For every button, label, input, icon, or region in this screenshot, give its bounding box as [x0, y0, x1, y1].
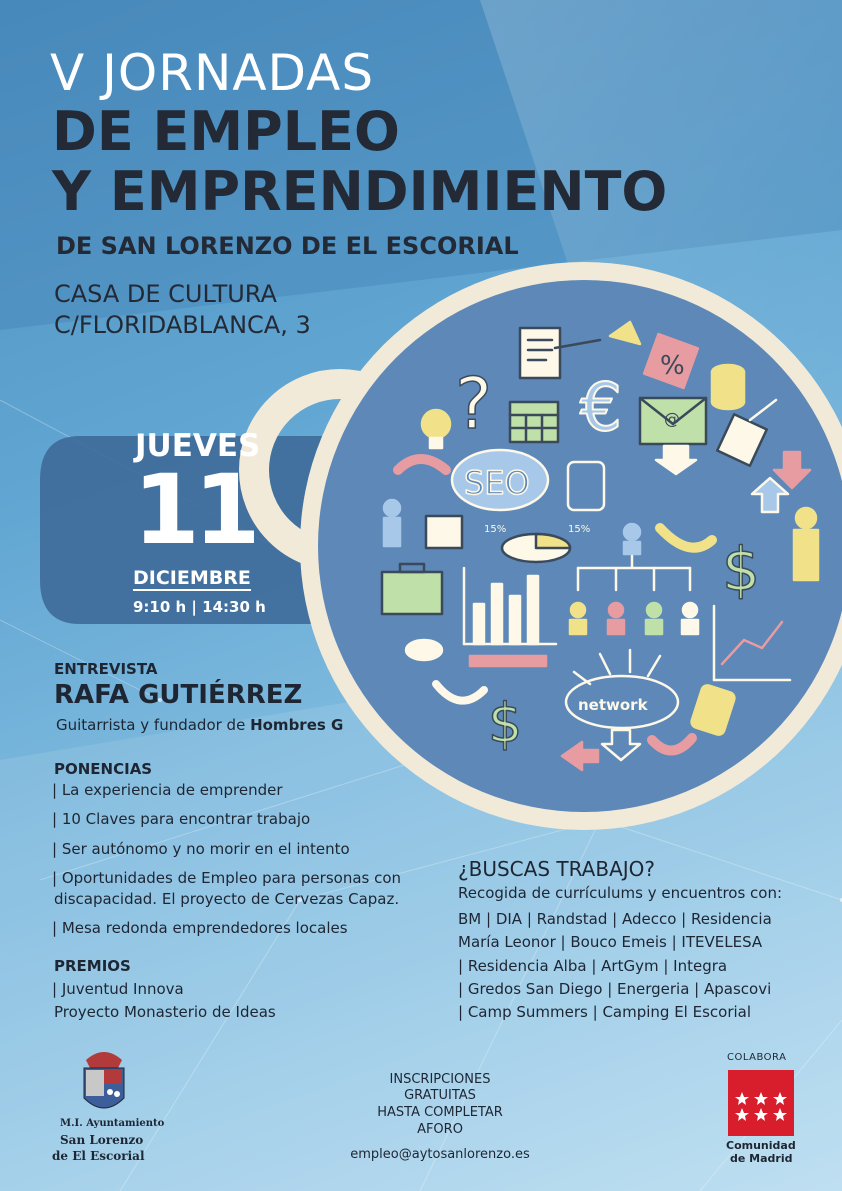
talk-item: | 10 Claves para encontrar trabajo [52, 810, 311, 828]
pencil-icon [470, 656, 546, 666]
coat-of-arms-logo [84, 1052, 124, 1108]
jobs-companies-line: María Leonor | Bouco Emeis | ITEVELESA [458, 933, 763, 951]
awards-label: PREMIOS [54, 957, 131, 975]
talks-label: PONENCIAS [54, 760, 153, 778]
jobs-companies-line: BM | DIA | Randstad | Adecco | Residencia [458, 910, 772, 928]
person-icon [384, 500, 400, 546]
date-month: DICIEMBRE [133, 567, 251, 589]
award-item: Proyecto Monasterio de Ideas [54, 1003, 276, 1021]
talk-item: | Ser autónomo y no morir en el intento [52, 840, 350, 858]
title-location: DE SAN LORENZO DE EL ESCORIAL [56, 232, 519, 260]
title-edition: V JORNADAS [50, 44, 375, 102]
briefcase-icon [382, 564, 442, 614]
jobs-subtitle: Recogida de currículums y encuentros con: [458, 884, 783, 902]
comunidad-madrid-flag-logo [728, 1070, 794, 1136]
seo-cloud-icon [452, 450, 548, 510]
talk-item-continued: discapacidad. El proyecto de Cervezas Capaz. [54, 890, 400, 908]
sponsor-name-line2: de Madrid [730, 1152, 793, 1165]
talk-item: | Mesa redonda emprendedores locales [52, 919, 348, 937]
euro-icon: € [580, 369, 622, 446]
interview-desc-band: Hombres G [250, 716, 344, 734]
town-council-line1: M.I. Ayuntamiento [60, 1118, 165, 1129]
town-council-line2: San Lorenzo [60, 1133, 144, 1147]
venue-address: C/FLORIDABLANCA, 3 [54, 311, 311, 339]
interview-desc-prefix: Guitarrista y fundador de [56, 716, 251, 734]
jobs-companies-line: | Camp Summers | Camping El Escorial [458, 1003, 752, 1021]
date-day: 11 [133, 454, 255, 566]
phone-icon [568, 462, 604, 510]
title-line-employment: DE EMPLEO [52, 100, 400, 163]
award-item: | Juventud Innova [52, 980, 184, 998]
svg-text:15%: 15% [484, 524, 507, 535]
date-weekday: JUEVES [135, 428, 261, 464]
dollar-bottom-icon: $ [488, 692, 523, 755]
interview-name: RAFA GUTIÉRREZ [54, 680, 303, 710]
interview-label: ENTREVISTA [54, 660, 158, 678]
venue-name: CASA DE CULTURA [54, 280, 277, 308]
interview-description [56, 716, 343, 734]
svg-text:15%: 15% [568, 524, 591, 535]
contact-email[interactable]: empleo@aytosanlorenzo.es [350, 1147, 530, 1162]
jobs-title: ¿BUSCAS TRABAJO? [458, 857, 656, 881]
talk-item: | Oportunidades de Empleo para personas con [52, 869, 402, 887]
town-council-line3: de El Escorial [52, 1149, 145, 1163]
svg-text:SEO: SEO [464, 464, 530, 502]
svg-text:@: @ [664, 409, 680, 428]
mail-icon [426, 516, 462, 548]
registration-line: INSCRIPCIONES [389, 1072, 491, 1087]
businessman-icon [794, 508, 818, 580]
jobs-companies-line: | Gredos San Diego | Energeria | Apascovi [458, 980, 772, 998]
dollar-icon: $ [722, 535, 761, 605]
email-icon [640, 398, 706, 444]
registration-line: HASTA COMPLETAR [377, 1105, 503, 1120]
talk-item: | La experiencia de emprender [52, 781, 283, 799]
calendar-icon [510, 402, 558, 442]
sponsor-name-line1: Comunidad [726, 1139, 796, 1152]
svg-text:network: network [578, 696, 648, 714]
svg-text:%: % [660, 351, 685, 381]
registration-line: AFORO [417, 1122, 463, 1137]
speech-bubble-icon [406, 640, 442, 660]
registration-line: GRATUITAS [404, 1088, 476, 1103]
jobs-companies-line: | Residencia Alba | ArtGym | Integra [458, 957, 728, 975]
date-time: 9:10 h | 14:30 h [133, 598, 266, 616]
coins-icon [712, 365, 744, 409]
title-line-entrepreneurship: Y EMPRENDIMIENTO [52, 160, 668, 223]
sponsor-label: COLABORA [727, 1052, 787, 1063]
question-mark-icon: ? [455, 363, 493, 445]
